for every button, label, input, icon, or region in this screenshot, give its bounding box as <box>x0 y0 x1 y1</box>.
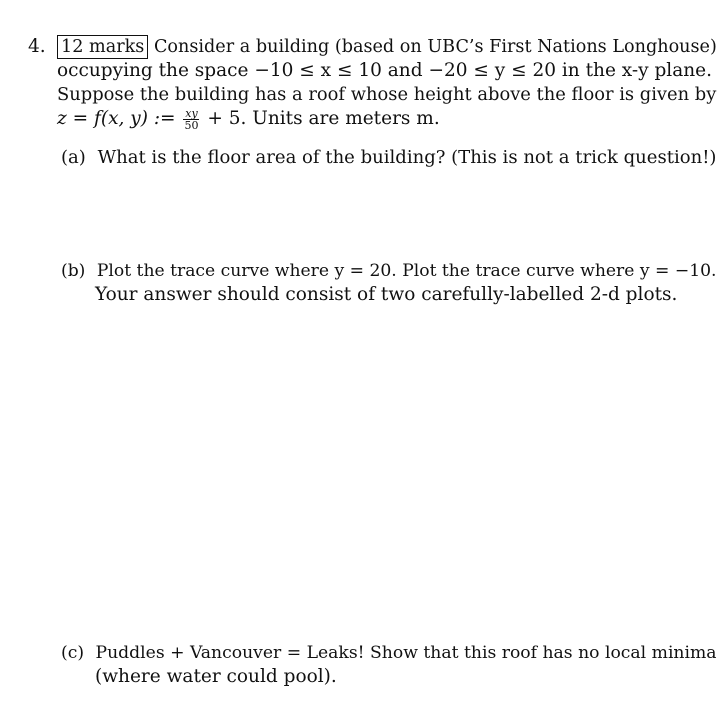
part-c-text-1: Puddles + Vancouver = Leaks! Show that this roof has no local minima <box>95 643 717 663</box>
part-c-text-2: (where water could pool). <box>95 666 337 687</box>
part-a <box>61 146 716 170</box>
formula-prefix: z = f(x, y) := <box>57 108 176 129</box>
part-b-text-2: Your answer should consist of two carefully-labelled 2-d plots. <box>95 284 678 305</box>
marks-badge: 12 marks <box>57 35 148 59</box>
part-b-text-1: Plot the trace curve where y = 20. Plot the trace curve where y = −10. <box>96 261 717 281</box>
part-c <box>61 641 717 665</box>
formula-suffix: + 5. Units are meters m. <box>207 108 440 129</box>
part-b <box>61 259 717 283</box>
fraction-denominator: 50 <box>184 118 199 132</box>
roof-formula-line <box>57 107 440 131</box>
part-a-text: What is the floor area of the building? (This is not a trick question!) <box>97 147 717 168</box>
part-b-label: (b) <box>61 261 86 281</box>
question-number: 4. <box>28 36 46 57</box>
fraction-numerator: xy <box>185 106 198 120</box>
question-intro-line-1 <box>57 35 717 59</box>
intro-text-2: occupying the space −10 ≤ x ≤ 10 and −20 ≤ y ≤ 20 in the x-y plane. <box>57 60 712 81</box>
part-c-label: (c) <box>61 643 85 663</box>
part-a-label: (a) <box>61 147 86 168</box>
formula-fraction <box>183 108 199 131</box>
intro-text-3: Suppose the building has a roof whose height above the floor is given by <box>57 84 717 105</box>
intro-text-1: Consider a building (based on UBC’s First Nations Longhouse) <box>153 37 717 57</box>
